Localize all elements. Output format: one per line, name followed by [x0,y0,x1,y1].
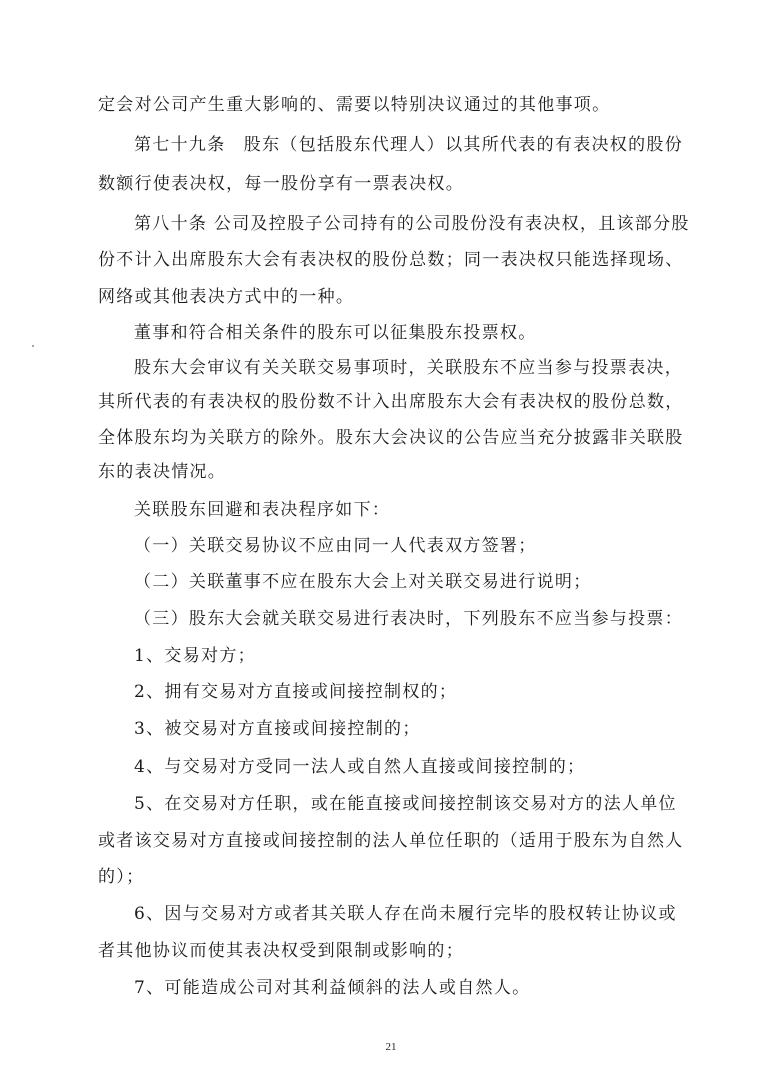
text-line: 第七十九条 股东（包括股东代理人）以其所代表的有表决权的股份 [134,135,683,155]
text-line: 关联股东回避和表决程序如下： [134,500,391,520]
text-line: 其所代表的有表决权的股份数不计入出席股东大会有表决权的股份总数， [98,392,684,412]
text-line: 4、与交易对方受同一法人或自然人直接或间接控制的； [134,757,586,777]
text-line: 7、可能造成公司对其利益倾斜的法人或自然人。 [134,978,531,998]
text-line: 东的表决情况。 [98,462,227,482]
text-line: 者其他协议而使其表决权受到限制或影响的； [98,941,464,961]
text-line: 股东大会审议有关关联交易事项时，关联股东不应当参与投票表决， [134,358,683,378]
text-line: 数额行使表决权，每一股份享有一票表决权。 [98,174,464,194]
text-line: 或者该交易对方直接或间接控制的法人单位任职的（适用于股东为自然人 [98,831,684,851]
text-line: 份不计入出席股东大会有表决权的股份总数；同一表决权只能选择现场、 [98,250,684,270]
text-line: 2、拥有交易对方直接或间接控制权的； [134,682,458,702]
text-line: 1、交易对方； [134,646,256,666]
text-line: 的）； [98,867,145,887]
text-line: 全体股东均为关联方的除外。股东大会决议的公告应当充分披露非关联股 [98,428,684,448]
scan-speck [32,345,34,347]
text-line: 第八十条 公司及控股子公司持有的公司股份没有表决权，且该部分股 [134,214,690,234]
text-line: 董事和符合相关条件的股东可以征集股东投票权。 [134,323,537,343]
text-line: 6、因与交易对方或者其关联人存在尚未履行完毕的股权转让协议或 [134,904,677,924]
text-line: 5、在交易对方任职，或在能直接或间接控制该交易对方的法人单位 [134,794,677,814]
text-line: 网络或其他表决方式中的一种。 [98,287,355,307]
page-number: 21 [385,1041,397,1053]
text-line: （一）关联交易协议不应由同一人代表双方签署； [134,536,537,556]
text-line: （二）关联董事不应在股东大会上对关联交易进行说明； [134,572,592,592]
text-line: 定会对公司产生重大影响的、需要以特别决议通过的其他事项。 [98,95,611,115]
text-line: （三）股东大会就关联交易进行表决时，下列股东不应当参与投票： [134,609,683,629]
text-line: 3、被交易对方直接或间接控制的； [134,719,421,739]
